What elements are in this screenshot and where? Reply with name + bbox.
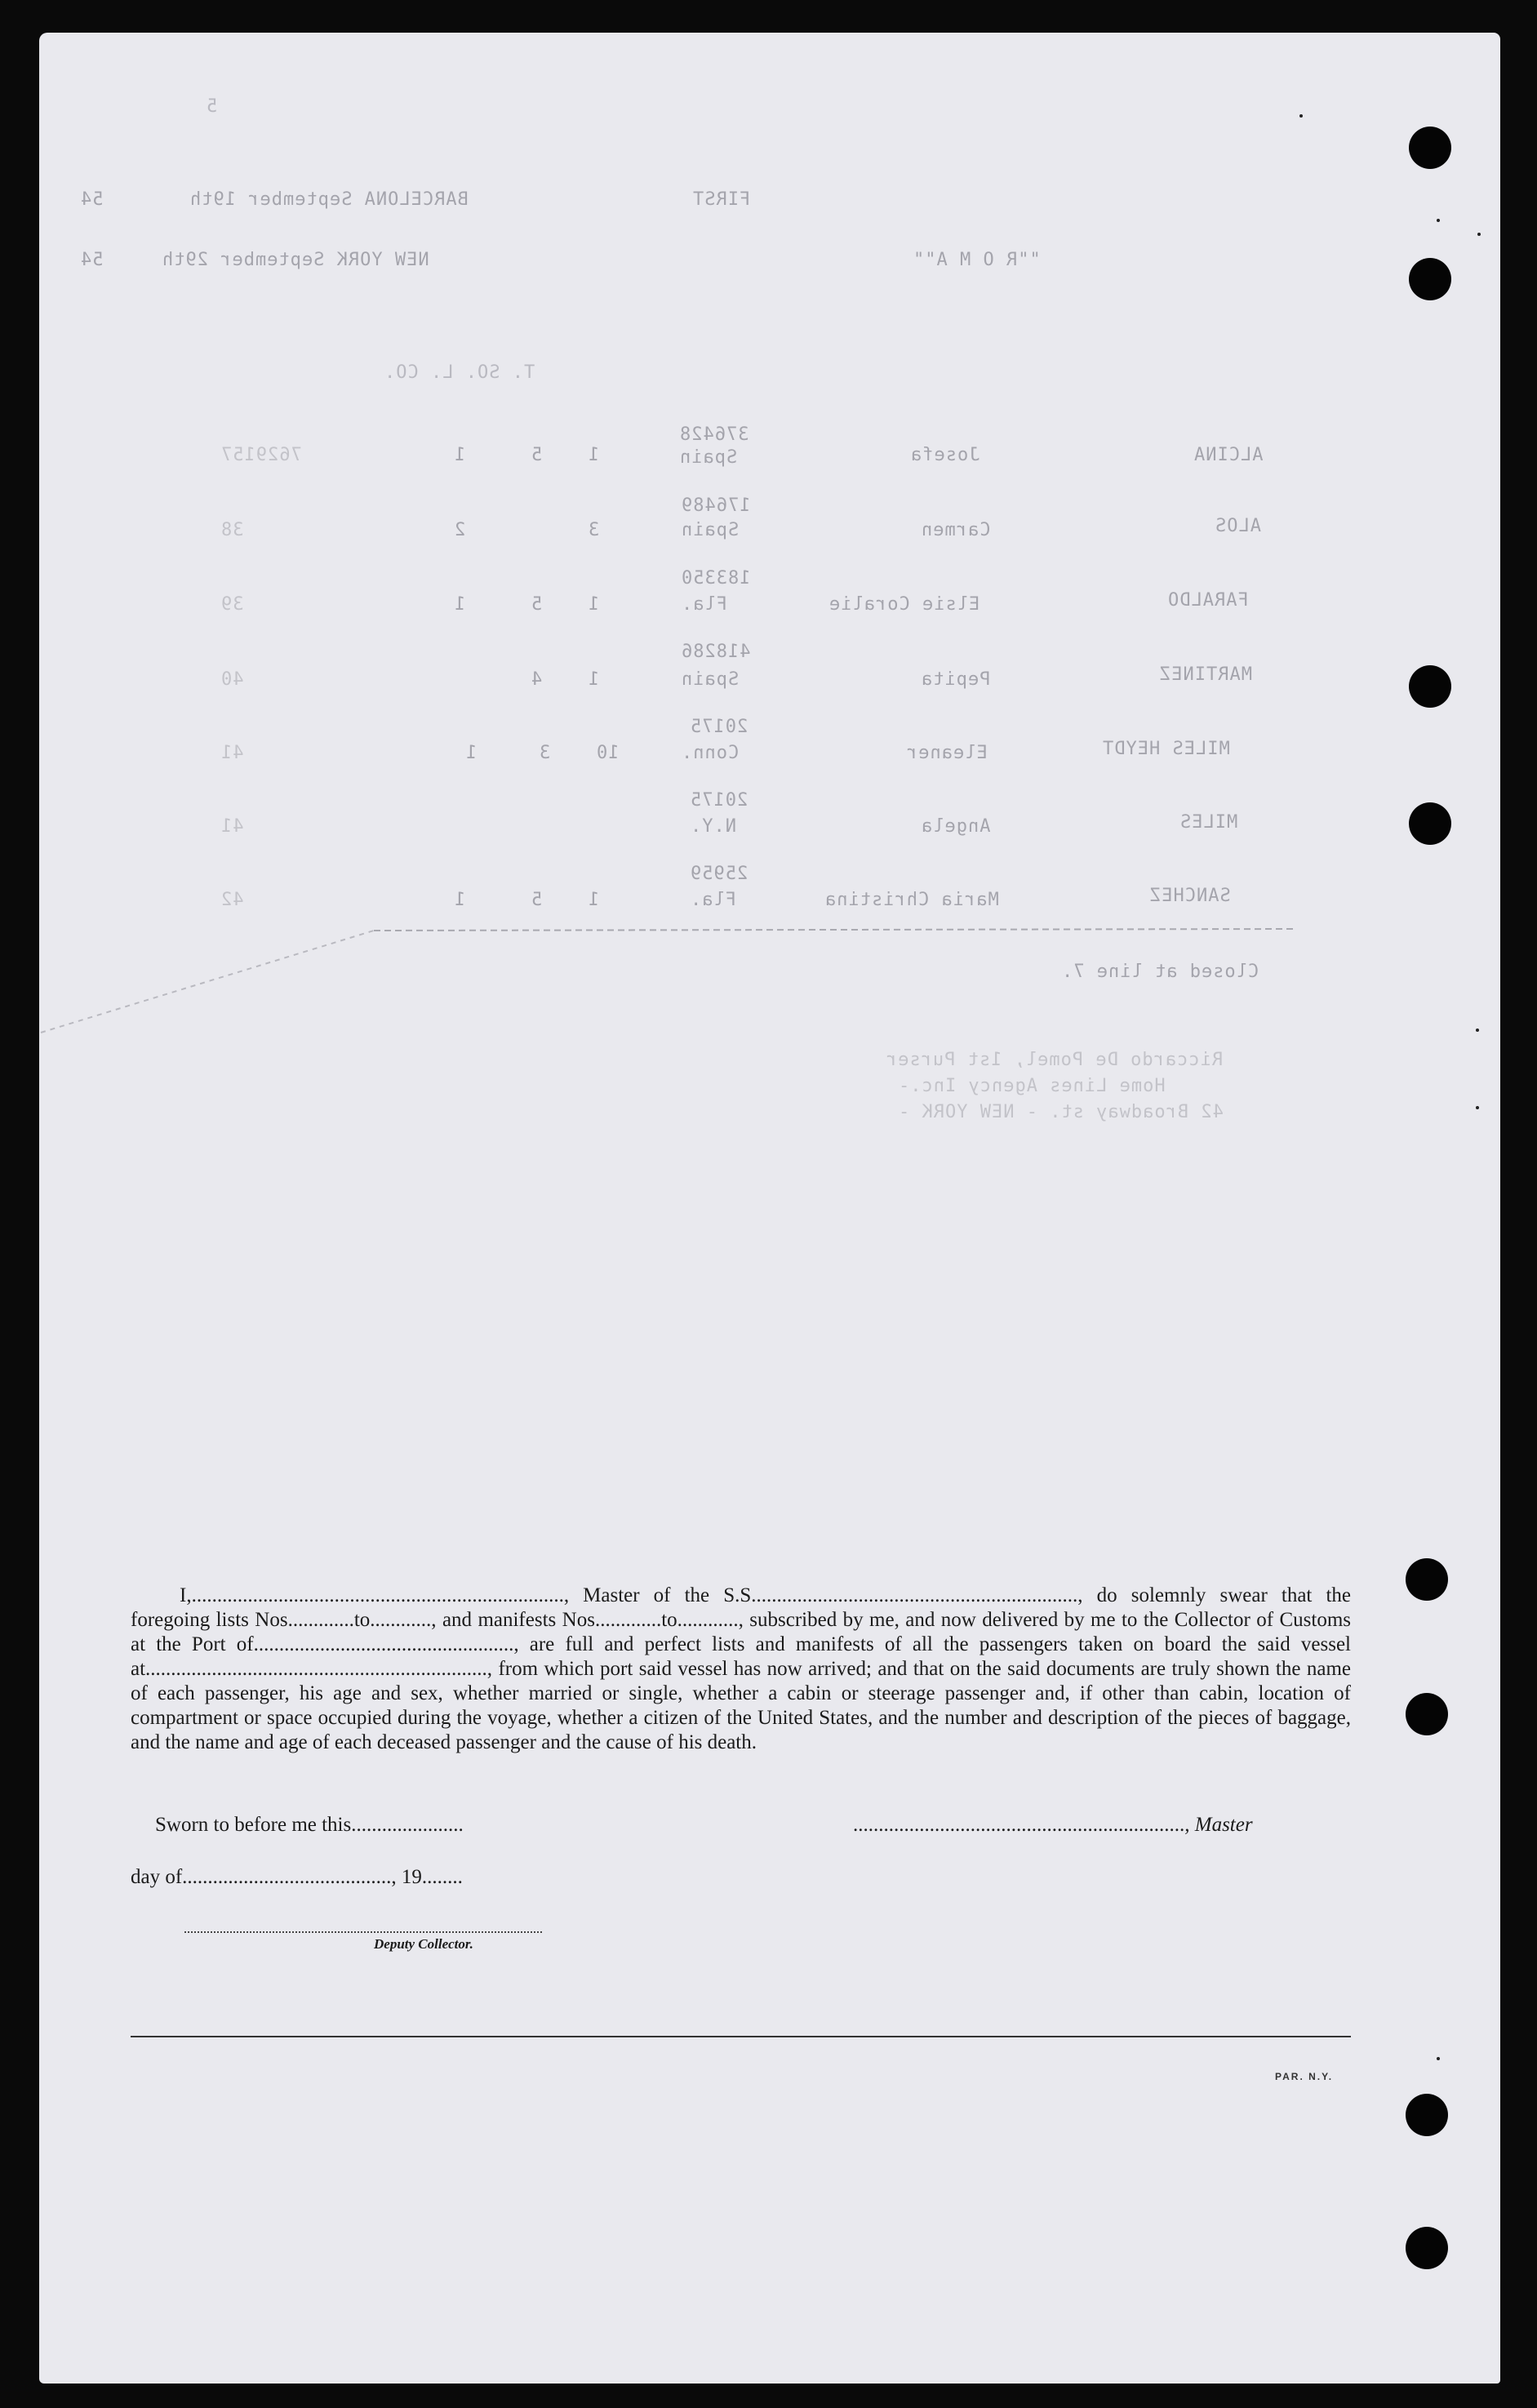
ghost-col-d: 42	[220, 890, 244, 910]
ghost-line2-left: 54	[80, 250, 104, 270]
master-label: , Master	[1184, 1814, 1253, 1836]
punch-hole-1	[1409, 127, 1451, 169]
speck	[1476, 1106, 1479, 1109]
punch-hole-7	[1406, 2094, 1448, 2136]
ghost-given: Josefa	[910, 445, 980, 465]
ghost-col-d: 7629157	[220, 445, 302, 465]
oath-paragraph: I,........................................................................., Master of the S.S................................................................, do solemnly swear that the foregoing lists Nos.............to............, and manifests Nos.............to............, subscribed by me, and now delivered by me to the Collector of Customs at the Port of..................................................., are full and perfect lists and manifests of all the passengers taken on board the said vessel at..................................................................., from which port said vessel has now arrived; and that on the said documents are truly shown the name of each passenger, his age and sex, whether married or single, whether a cabin or steerage passenger and, if other than cabin, location of compartment or space occupied during the voyage, whether a citizen of the United States, and the number and description of the pieces of baggage, and the name and age of each deceased passenger and the cause of his death.	[131, 1584, 1351, 1753]
ghost-purser: Riccardo De Pomel, 1st Purser	[886, 1050, 1224, 1070]
ghost-origin: Fla.	[681, 594, 727, 615]
ghost-id: 20175	[690, 717, 749, 737]
ghost-id: 183350	[681, 568, 751, 589]
ghost-line1-date: BARCELONA September 19th	[189, 189, 469, 210]
speck	[1477, 233, 1481, 236]
punch-hole-4	[1409, 802, 1451, 845]
ghost-surname: ALCINA	[1193, 445, 1264, 465]
ghost-given: Elsie Coralie	[828, 594, 980, 615]
ghost-surname: ALOS	[1215, 516, 1261, 536]
ghost-line2-ship: ""R O M A""	[913, 250, 1041, 270]
ghost-surname: MILES HEYDT	[1102, 739, 1230, 759]
bottom-rule	[131, 2036, 1351, 2037]
ghost-col-b: 5	[531, 445, 543, 465]
ghost-given: Carmen	[921, 520, 991, 540]
ghost-col-b: 4	[531, 669, 543, 690]
ghost-col-d: 38	[220, 520, 244, 540]
ghost-id: 25959	[690, 864, 749, 884]
ghost-origin: Spain	[681, 669, 740, 690]
ghost-col-a: 1	[588, 594, 600, 615]
punch-hole-2	[1409, 258, 1451, 300]
speck	[1437, 219, 1440, 222]
ghost-col-a: 1	[588, 669, 600, 690]
manifest-page	[39, 33, 1500, 2384]
ghost-col-a: 3	[588, 520, 600, 540]
speck	[1476, 1029, 1479, 1032]
ghost-given: Pepita	[921, 669, 991, 690]
ghost-surname: MARTINEZ	[1159, 664, 1252, 685]
master-dots: .................................................................	[853, 1814, 1185, 1836]
ghost-origin: Fla.	[690, 890, 736, 910]
ghost-origin: Conn.	[681, 743, 740, 763]
ghost-surname: FARALDO	[1167, 590, 1249, 611]
ghost-col-c: 1	[465, 743, 478, 763]
ghost-col-c: 1	[454, 890, 466, 910]
ghost-surname: SANCHEZ	[1149, 886, 1231, 906]
ghost-agency-footer: Home Lines Agency Inc.-	[898, 1076, 1166, 1096]
ghost-id: 418286	[681, 642, 751, 662]
ghost-col-c: 1	[454, 445, 466, 465]
ghost-col-b: 3	[539, 743, 551, 763]
ghost-line1-class: FIRST	[692, 189, 751, 210]
ghost-id: 20175	[690, 790, 749, 811]
ghost-col-c: 1	[454, 594, 466, 615]
punch-hole-8	[1406, 2227, 1448, 2269]
ghost-col-a: 10	[596, 743, 620, 763]
ghost-col-d: 41	[220, 743, 244, 763]
ghost-col-b: 2	[454, 520, 466, 540]
ghost-given: Angela	[921, 816, 991, 837]
ghost-given: Eleaner	[906, 743, 988, 763]
punch-hole-6	[1406, 1693, 1448, 1735]
ghost-page-number: 5	[206, 96, 218, 117]
sworn-line: Sworn to before me this......................	[155, 1814, 464, 1836]
ghost-col-b: 5	[531, 594, 543, 615]
ghost-id: 176489	[681, 495, 751, 516]
ghost-origin: N.Y.	[690, 816, 736, 837]
ghost-given: Maria Christina	[824, 890, 999, 910]
ghost-col-b: 5	[531, 890, 543, 910]
ghost-surname: MILES	[1179, 812, 1238, 833]
ghost-address: 42 Broadway st. - NEW YORK -	[898, 1102, 1224, 1122]
ghost-line1-left: 54	[80, 189, 104, 210]
speck	[1299, 114, 1303, 118]
ghost-origin: Spain	[681, 520, 740, 540]
deputy-signature-dots	[184, 1931, 542, 1933]
ghost-origin: Spain	[679, 447, 738, 468]
day-of-line: day of........................................., 19........	[131, 1866, 463, 1888]
ghost-agency: T. SO. L. CO.	[384, 362, 535, 383]
ghost-line2-date: NEW YORK September 29th	[162, 250, 429, 270]
ghost-col-a: 1	[588, 890, 600, 910]
speck	[1437, 2057, 1440, 2060]
punch-hole-3	[1409, 665, 1451, 708]
ghost-col-d: 41	[220, 816, 244, 837]
ghost-closed-line: Closed at line 7.	[1061, 962, 1259, 982]
printer-mark: PAR. N.Y.	[1275, 2071, 1334, 2082]
punch-hole-5	[1406, 1558, 1448, 1601]
ghost-col-d: 39	[220, 594, 244, 615]
ghost-col-d: 40	[220, 669, 244, 690]
deputy-collector-label: Deputy Collector.	[374, 1936, 473, 1952]
ghost-col-a: 1	[588, 445, 600, 465]
ghost-id: 376428	[679, 424, 749, 445]
master-signature-line	[853, 1814, 1253, 1837]
